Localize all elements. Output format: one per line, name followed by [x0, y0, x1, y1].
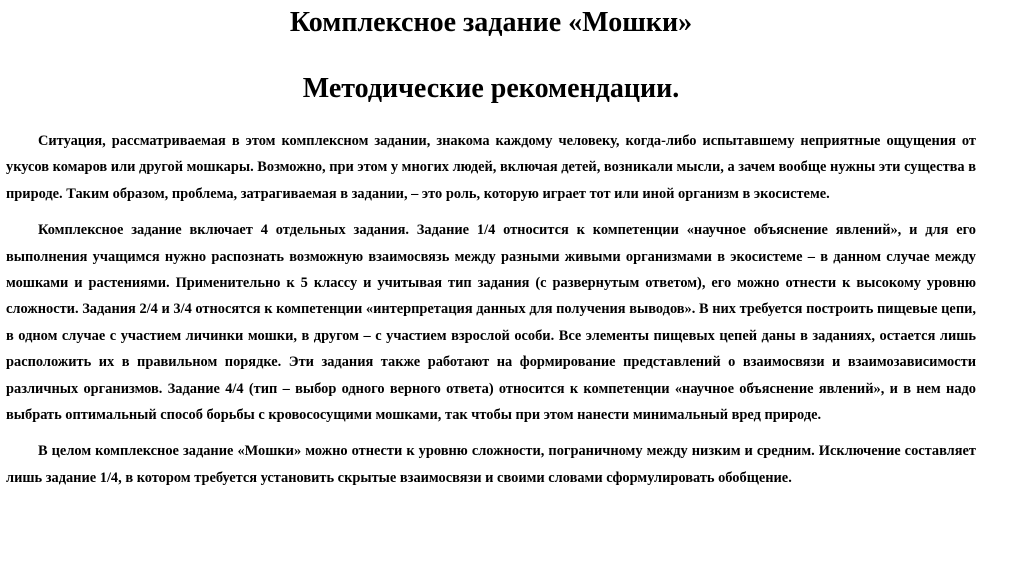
- paragraph-situation: Ситуация, рассматриваемая в этом комплексном задании, знакома каждому человеку, когда-либо испытавшему неприятные ощущения от укусов комаров или другой мошкары. Возможно, при этом у многих людей, включая детей, возникали мысли, а зачем вообще нужны эти существа в природе. Таким образом, проблема, затрагиваемая в задании, – это роль, которую играет тот или иной организм в экосистеме.: [6, 133, 976, 202]
- document-title: Комплексное задание «Мошки»: [289, 7, 693, 38]
- paragraph-conclusion: В целом комплексное задание «Мошки» можно отнести к уровню сложности, пограничному между низким и средним. Исключение составляет лишь задание 1/4, в котором требуется установить скрытые взаимосвязи и своими словами сформулировать обобщение.: [6, 443, 976, 486]
- paragraph-tasks: Комплексное задание включает 4 отдельных задания. Задание 1/4 относится к компетенции «научное объяснение явлений», и для его выполнения учащимся нужно распознать возможную взаимосвязь между разными живыми организмами в экосистеме – в данном случае между мошками и растениями. Применительно к 5 классу и учитывая тип задания (с развернутым ответом), его можно отнести к высокому уровню сложности. Задания 2/4 и 3/4 относятся к компетенции «интерпретация данных для получения выводов». В них требуется построить пищевые цепи, в одном случае с участием личинки мошки, в другом – с участием взрослой особи. Все элементы пищевых цепей даны в заданиях, остается лишь расположить их в правильном порядке. Эти задания также работают на формирование представлений о взаимосвязи и взаимозависимости различных организмов. Задание 4/4 (тип – выбор одного верного ответа) относится к компетенции «научное объяснение явлений», и в нем надо выбрать оптимальный способ борьбы с кровососущими мошками, так чтобы при этом нанести минимальный вред природе.: [6, 222, 976, 424]
- document-body: [6, 128, 976, 491]
- document-subtitle: Методические рекомендации.: [302, 73, 680, 104]
